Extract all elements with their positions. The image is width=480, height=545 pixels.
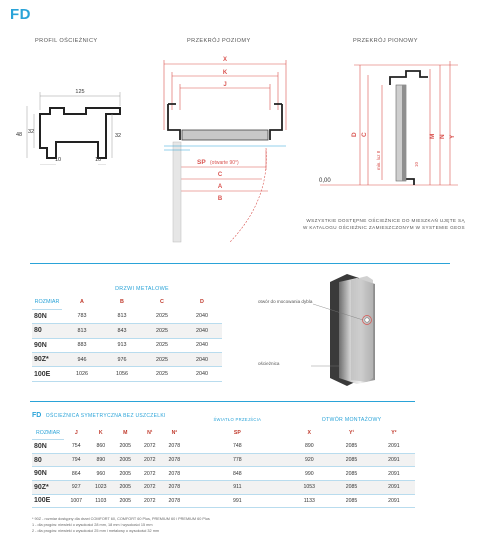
table2-title-text: OŚCIEŻNICA SYMETRYCZNA BEZ USZCZELKI	[45, 413, 166, 419]
col-header-n1: N¹	[147, 430, 153, 437]
catalog-note-line-2: W KATALOGU OŚCIEŻNIC ZAMIESZCZONYM W SYSTEMIE GEOS	[303, 225, 465, 230]
col-header-y1: Y¹	[348, 430, 355, 437]
footnote-3: 2 - dla progów: niewieki o wysokości 25 mm i metalowy o wysokości 32 mm	[32, 529, 160, 534]
cell: 2091	[373, 494, 415, 508]
row-size: 90N	[32, 338, 62, 352]
cell: 2005	[113, 480, 138, 494]
dim-min-gap: min. luz 8	[376, 150, 381, 170]
cell: 1056	[102, 367, 142, 381]
cell: 2025	[142, 367, 182, 381]
dim-y: Y	[449, 134, 456, 139]
cell: 2091	[373, 440, 415, 454]
profile-drawing	[0, 70, 140, 165]
cell: 2025	[142, 324, 182, 338]
col-header-k: K	[98, 430, 103, 437]
col-header-b: B	[120, 299, 124, 306]
cell: 2005	[113, 453, 138, 467]
dim-32b: 32	[115, 133, 122, 139]
cell: 1053	[288, 480, 330, 494]
symmetric-frame-table	[32, 414, 415, 508]
cell: 2040	[182, 352, 222, 366]
cell: 2078	[162, 440, 187, 454]
cell: 2085	[330, 453, 372, 467]
footnote-2: 1 - dla progów: niewieki o wysokości 28 mm, 18 mm i wysokości 15 mm	[32, 523, 153, 528]
cell: 2040	[182, 324, 222, 338]
vertical-section-drawing	[310, 55, 470, 200]
cell: 748	[187, 440, 289, 454]
cell: 2091	[373, 453, 415, 467]
dim-a: A	[217, 184, 223, 190]
cell: 991	[187, 494, 289, 508]
dim-sp: SP	[197, 159, 206, 166]
dim-zero-level: 0,00	[319, 178, 331, 184]
label-frame: ościeżnica	[258, 361, 280, 366]
cell: 2072	[138, 480, 163, 494]
cell: 890	[288, 440, 330, 454]
row-size: 80	[32, 324, 62, 338]
table-row	[32, 440, 415, 454]
caption-horizontal: PRZEKRÓJ POZIOMY	[187, 38, 251, 44]
col-header-j: J	[74, 430, 78, 437]
cell: 860	[89, 440, 114, 454]
row-size: 90N	[32, 467, 64, 481]
cell: 927	[64, 480, 89, 494]
table2-top-rule	[30, 401, 415, 402]
cell: 911	[187, 480, 289, 494]
group-opening: OTWÓR MONTAŻOWY	[321, 417, 382, 424]
table2-prefix: FD	[32, 412, 42, 419]
cell: 2085	[330, 480, 372, 494]
cell: 890	[89, 453, 114, 467]
cell: 2078	[162, 480, 187, 494]
page-title: FD	[10, 6, 31, 23]
dim-32a: 32	[28, 129, 35, 135]
cell: 813	[62, 324, 102, 338]
col-header-sp: SP	[233, 430, 241, 437]
col-header-a: A	[80, 299, 84, 306]
group-light: ŚWIATŁO PRZEJŚCIA	[213, 417, 262, 422]
catalog-note-line-1: WSZYSTKIE DOSTĘPNE OŚCIEŻNICE DO MIESZKAŃ UJĘTE SĄ	[306, 218, 465, 223]
caption-vertical: PRZEKRÓJ PIONOWY	[353, 38, 418, 44]
cell: 2072	[138, 467, 163, 481]
cell: 864	[64, 467, 89, 481]
table-row	[32, 324, 222, 338]
row-size: 80N	[32, 440, 64, 454]
cell: 1026	[62, 367, 102, 381]
dim-10a: 10	[55, 157, 62, 163]
cell: 1103	[89, 494, 114, 508]
cell: 990	[288, 467, 330, 481]
cell: 2005	[113, 494, 138, 508]
dim-m: M	[429, 133, 436, 139]
table-row	[32, 453, 415, 467]
table-row	[32, 467, 415, 481]
table-row	[32, 309, 222, 323]
dim-sp-note: (otwarte 90°)	[210, 160, 239, 166]
cell: 883	[62, 338, 102, 352]
cell: 2085	[330, 467, 372, 481]
cell: 2085	[330, 494, 372, 508]
dim-x: X	[222, 57, 228, 63]
col-header-m: M	[123, 430, 128, 437]
cell: 2025	[142, 338, 182, 352]
cell: 1023	[89, 480, 114, 494]
cell: 1007	[64, 494, 89, 508]
cell: 754	[64, 440, 89, 454]
cell: 2072	[138, 453, 163, 467]
cell: 2005	[113, 440, 138, 454]
cell: 2078	[162, 453, 187, 467]
dim-d: D	[351, 132, 358, 137]
cell: 813	[102, 309, 142, 323]
cell: 778	[187, 453, 289, 467]
table-row	[32, 494, 415, 508]
dim-125: 125	[75, 89, 85, 95]
cell: 2078	[162, 494, 187, 508]
dim-n: N	[439, 134, 446, 139]
cell: 2072	[138, 494, 163, 508]
cell: 920	[288, 453, 330, 467]
col-header-x: X	[307, 430, 312, 437]
row-size: 80	[32, 453, 64, 467]
cell: 2091	[373, 480, 415, 494]
cell: 976	[102, 352, 142, 366]
table-row	[32, 480, 415, 494]
col-size-header: ROZMIAR	[32, 295, 62, 309]
footnote-1: * 90Z - rozmiar dostępny dla drzwi COMFORT 60, COMFORT 60 Plus, PREMIUM 60 i PREMIUM 60 Plus	[32, 517, 210, 521]
caption-profile: PROFIL OŚCIEŻNICY	[35, 38, 98, 44]
col-header-d: D	[200, 299, 204, 306]
col-size-header-2: ROZMIAR	[32, 427, 64, 440]
frame-photo	[255, 268, 390, 388]
cell: 960	[89, 467, 114, 481]
row-size: 100E	[32, 494, 64, 508]
row-size: 80N	[32, 309, 62, 323]
group-metal-doors: DRZWI METALOWE	[115, 285, 169, 292]
dim-k: K	[222, 70, 228, 76]
cell: 2091	[373, 467, 415, 481]
dim-c-horiz: C	[217, 172, 223, 178]
col-header-n2: N²	[171, 430, 178, 437]
cell: 848	[187, 467, 289, 481]
cell: 2025	[142, 352, 182, 366]
col-header-y2: Y²	[391, 430, 397, 437]
cell: 2005	[113, 467, 138, 481]
row-size: 90Z*	[32, 352, 62, 366]
table-row	[32, 352, 222, 366]
cell: 2025	[142, 309, 182, 323]
table-row	[32, 338, 222, 352]
catalog-note	[265, 217, 465, 231]
cell: 2040	[182, 309, 222, 323]
cell: 946	[62, 352, 102, 366]
dim-10b: 10	[95, 157, 102, 163]
cell: 2078	[162, 467, 187, 481]
cell: 794	[64, 453, 89, 467]
table-row	[32, 367, 222, 381]
label-dowel-hole: otwór do mocowania dybla	[258, 299, 313, 304]
row-size: 100E	[32, 367, 62, 381]
dim-b: B	[217, 196, 223, 202]
cell: 2040	[182, 338, 222, 352]
horizontal-section-drawing	[150, 50, 300, 245]
section-divider	[30, 263, 450, 264]
row-size: 90Z*	[32, 480, 64, 494]
dim-c-vert: C	[361, 132, 368, 137]
cell: 2072	[138, 440, 163, 454]
cell: 2085	[330, 440, 372, 454]
dim-48: 48	[16, 132, 23, 138]
cell: 913	[102, 338, 142, 352]
dim-j: J	[223, 82, 227, 88]
cell: 843	[102, 324, 142, 338]
col-header-c: C	[160, 299, 164, 306]
cell: 783	[62, 309, 102, 323]
cell: 2040	[182, 367, 222, 381]
dim-10-vert: 10	[414, 161, 419, 167]
footnotes	[32, 516, 432, 535]
cell: 1133	[288, 494, 330, 508]
metal-doors-table	[32, 282, 222, 382]
